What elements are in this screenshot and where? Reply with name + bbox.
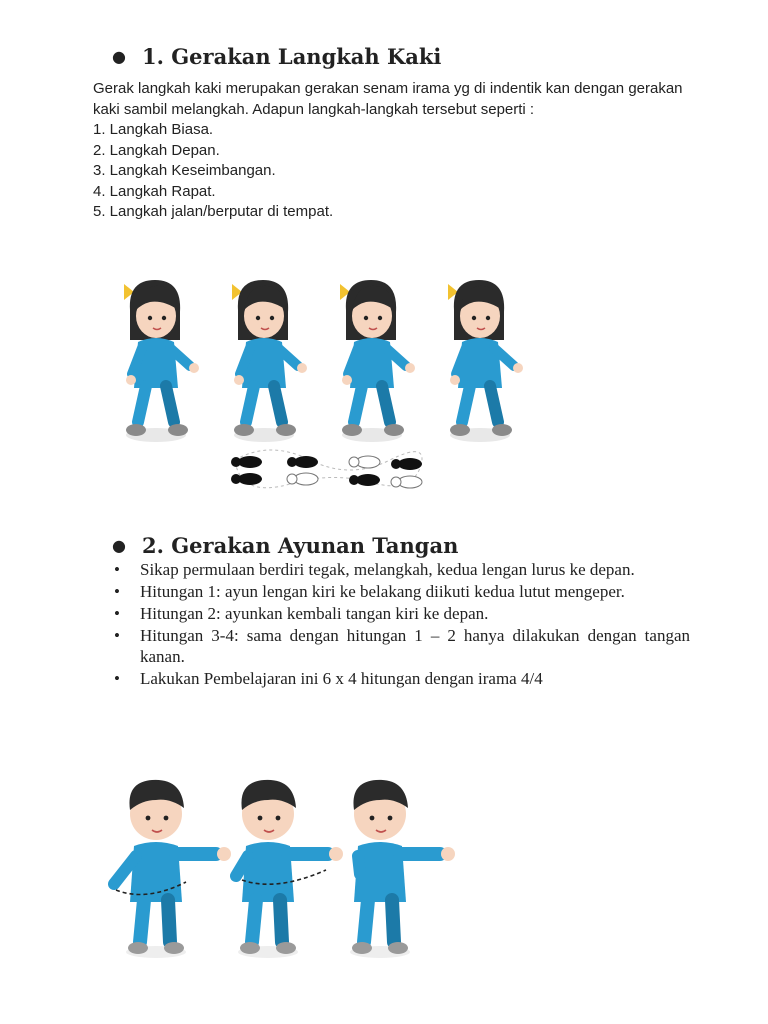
girl-figure (340, 280, 415, 442)
section-2-title-text: 2. Gerakan Ayunan Tangan (142, 533, 459, 558)
girl-figure (124, 280, 199, 442)
boy-figure (350, 780, 455, 958)
instruction-item: • Hitungan 3-4: sama dengan hitungan 1 – 2 hanya dilakukan dengan tangan kanan. (112, 625, 690, 667)
intro-paragraph: Gerak langkah kaki merupakan gerakan senam irama yg di indentik kan dengan gerakan kaki sambil melangkah. Adapun langkah-langkah tersebut seperti : (93, 80, 683, 118)
instruction-list (112, 559, 690, 690)
girl-walking-illustration (110, 262, 550, 498)
girl-figure (448, 280, 523, 442)
step-item: 4. Langkah Rapat. (93, 182, 216, 200)
step-item: 2. Langkah Depan. (93, 141, 220, 159)
step-item: 1. Langkah Biasa. (93, 121, 214, 138)
section-1-body (93, 79, 713, 223)
section-1-title (112, 44, 441, 69)
boy-figure (126, 780, 231, 958)
instruction-item: • Sikap permulaan berdiri tegak, melangkah, kedua lengan lurus ke depan. (112, 559, 690, 580)
bullet-icon: ● (112, 536, 126, 555)
step-list (93, 120, 713, 223)
footprint-pattern (231, 450, 422, 488)
girl-figure (232, 280, 307, 442)
boy-arm-swing-illustration (96, 752, 508, 968)
step-item: 3. Langkah Keseimbangan. (93, 162, 276, 179)
boy-figure (238, 780, 343, 958)
instruction-item: • Hitungan 1: ayun lengan kiri ke belakang diikuti kedua lutut mengeper. (112, 581, 690, 602)
step-item: 5. Langkah jalan/berputar di tempat. (93, 203, 334, 220)
instruction-item: • Lakukan Pembelajaran ini 6 x 4 hitungan dengan irama 4/4 (112, 668, 690, 689)
instruction-item: • Hitungan 2: ayunkan kembali tangan kiri ke depan. (112, 603, 690, 624)
section-2-title (112, 533, 458, 558)
section-1-title-text: 1. Gerakan Langkah Kaki (142, 44, 442, 69)
bullet-icon: ● (112, 47, 126, 66)
